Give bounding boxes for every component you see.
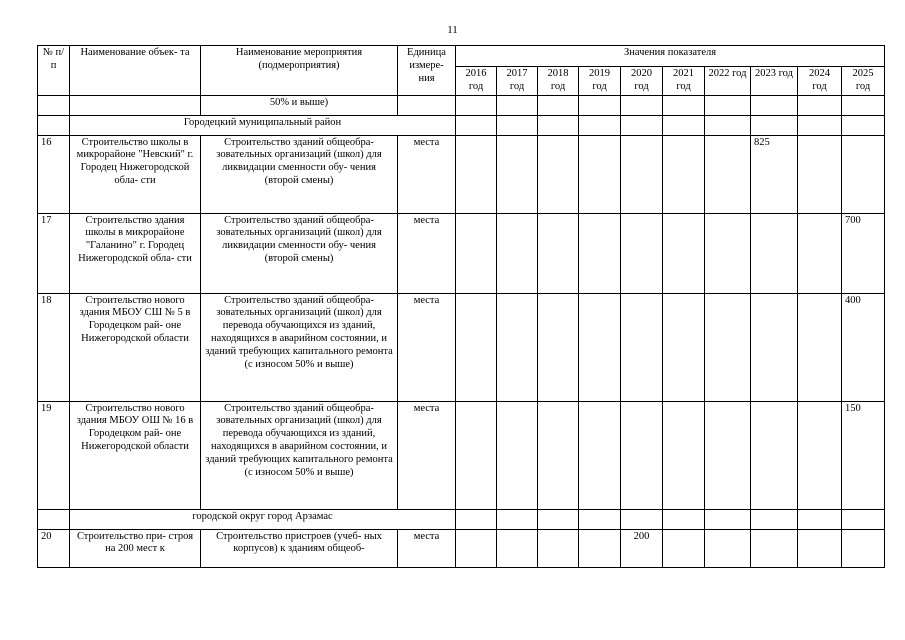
value-cell [663, 213, 705, 293]
header-year: 2016 год [456, 67, 497, 96]
value-cell [621, 401, 663, 509]
value-cell [579, 401, 621, 509]
row-number: 18 [38, 293, 70, 401]
unit: места [398, 529, 456, 567]
value-cell [705, 293, 751, 401]
value-cell [842, 529, 885, 567]
table-row [38, 401, 885, 509]
indicators-table [37, 45, 885, 568]
value-cell [456, 401, 497, 509]
value-cell [621, 213, 663, 293]
value-cell [497, 529, 538, 567]
value-cell [751, 401, 798, 509]
continuation-row [38, 95, 885, 115]
value-cell [798, 293, 842, 401]
header-values-title: Значения показателя [456, 46, 885, 67]
header-num: № п/п [38, 46, 70, 96]
value-cell: 825 [751, 135, 798, 213]
object-name: Строительство нового здания МБОУ СШ № 5 в Городецком рай- оне Нижегородской области [70, 293, 201, 401]
value-cell [798, 529, 842, 567]
section-row [38, 115, 885, 135]
unit: места [398, 213, 456, 293]
section-title: Городецкий муниципальный район [70, 115, 456, 135]
section-title: городской округ город Арзамас [70, 509, 456, 529]
value-cell: 200 [621, 529, 663, 567]
value-cell [456, 135, 497, 213]
measure-name: Строительство пристроев (учеб- ных корпусов) к зданиям общеоб- [201, 529, 398, 567]
page-number: 11 [447, 24, 458, 36]
header-year: 2024 год [798, 67, 842, 96]
value-cell [456, 529, 497, 567]
value-cell [538, 401, 579, 509]
value-cell [621, 135, 663, 213]
header-unit: Единица измере- ния [398, 46, 456, 96]
value-cell [705, 213, 751, 293]
value-cell [663, 135, 705, 213]
continuation-text: 50% и выше) [201, 95, 398, 115]
value-cell [579, 293, 621, 401]
object-name: Строительство при- строя на 200 мест к [70, 529, 201, 567]
measure-name: Строительство зданий общеобра- зовательных организаций (школ) для перевода обучающихся из зданий, находящихся в аварийном состоянии, и зданий требующих капитального ремонта (с износом 50% и выше) [201, 293, 398, 401]
header-year: 2025 год [842, 67, 885, 96]
value-cell [579, 135, 621, 213]
header-year: 2022 год [705, 67, 751, 96]
value-cell [579, 213, 621, 293]
table-row [38, 529, 885, 567]
value-cell: 150 [842, 401, 885, 509]
object-name: Строительство школы в микрорайоне "Невский" г. Городец Нижегородской обла- сти [70, 135, 201, 213]
value-cell [579, 529, 621, 567]
value-cell [497, 135, 538, 213]
value-cell [798, 213, 842, 293]
unit: места [398, 293, 456, 401]
header-year: 2023 год [751, 67, 798, 96]
header-year: 2020 год [621, 67, 663, 96]
value-cell [663, 401, 705, 509]
measure-name: Строительство зданий общеобра- зовательных организаций (школ) для перевода обучающихся из зданий, находящихся в аварийном состоянии, и зданий требующих капитального ремонта (с износом 50% и выше) [201, 401, 398, 509]
header-year: 2018 год [538, 67, 579, 96]
row-number: 16 [38, 135, 70, 213]
unit: места [398, 401, 456, 509]
value-cell [497, 401, 538, 509]
row-number: 20 [38, 529, 70, 567]
header-measure: Наименование мероприятия (подмероприятия) [201, 46, 398, 96]
value-cell: 400 [842, 293, 885, 401]
value-cell [663, 529, 705, 567]
object-name: Строительство здания школы в микрорайоне "Галанино" г. Городец Нижегородской обла- сти [70, 213, 201, 293]
object-name: Строительство нового здания МБОУ ОШ № 16 в Городецком рай- оне Нижегородской области [70, 401, 201, 509]
value-cell [538, 135, 579, 213]
value-cell [538, 293, 579, 401]
table-row [38, 293, 885, 401]
measure-name: Строительство зданий общеобра- зовательных организаций (школ) для ликвидации сменности обу- чения (второй смены) [201, 135, 398, 213]
value-cell: 700 [842, 213, 885, 293]
row-number: 17 [38, 213, 70, 293]
value-cell [497, 213, 538, 293]
value-cell [663, 293, 705, 401]
value-cell [705, 401, 751, 509]
value-cell [456, 293, 497, 401]
value-cell [456, 213, 497, 293]
measure-name: Строительство зданий общеобра- зовательных организаций (школ) для ликвидации сменности обу- чения (второй смены) [201, 213, 398, 293]
value-cell [751, 213, 798, 293]
header-year: 2021 год [663, 67, 705, 96]
value-cell [705, 529, 751, 567]
table-row [38, 213, 885, 293]
header-row [38, 46, 885, 67]
value-cell [751, 293, 798, 401]
value-cell [798, 401, 842, 509]
value-cell [621, 293, 663, 401]
value-cell [842, 135, 885, 213]
section-row [38, 509, 885, 529]
table-row [38, 135, 885, 213]
value-cell [798, 135, 842, 213]
row-number: 19 [38, 401, 70, 509]
header-object: Наименование объек- та [70, 46, 201, 96]
value-cell [538, 529, 579, 567]
value-cell [538, 213, 579, 293]
value-cell [705, 135, 751, 213]
header-year: 2017 год [497, 67, 538, 96]
value-cell [497, 293, 538, 401]
header-year: 2019 год [579, 67, 621, 96]
value-cell [751, 529, 798, 567]
unit: места [398, 135, 456, 213]
